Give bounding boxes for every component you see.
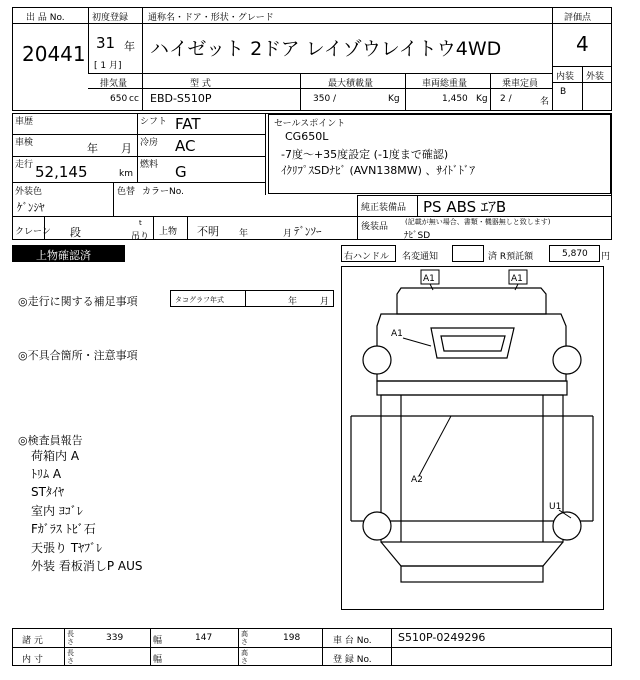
capacity-label: 乗車定員 (502, 79, 539, 89)
tacho-label: タコグラフ年式 (175, 296, 224, 304)
inspector-line: STﾀｲﾔ (31, 485, 64, 499)
sales-point-title: セールスポイント (274, 119, 346, 129)
crane-label: クレーン (15, 227, 51, 237)
color-code-label: 色替 (117, 187, 136, 197)
standard-equip: PS ABS ｴｱB (423, 198, 507, 216)
gross-weight-unit: Kg (476, 94, 488, 104)
max-load-unit: Kg (388, 94, 400, 104)
lot-label: 出 品 No. (26, 13, 65, 23)
gross-weight: 1,450 (442, 94, 468, 104)
model-code: EBD-S510P (150, 92, 212, 105)
shaken-month-unit: 月 (121, 142, 132, 155)
score-label: 評価点 (564, 13, 592, 23)
top-year-unit: 年 (239, 229, 249, 239)
ext-color-label: 外装色 (15, 187, 43, 197)
aftermarket-note: (記載が無い場合、書類・機器無しと致します) (405, 218, 551, 226)
model-name: ハイゼット 2ドア レイゾウレイトウ4WD (150, 38, 502, 60)
ac-label: 冷房 (140, 138, 159, 148)
dims-label: 諸 元 (22, 636, 43, 646)
width-label: 幅 (153, 636, 163, 646)
length: 339 (106, 633, 124, 643)
height: 198 (283, 633, 301, 643)
width-label: 幅 (153, 655, 163, 665)
chassis-number: S510P-0249296 (398, 631, 486, 644)
defect-label: ◎不具合箇所・注意事項 (18, 349, 138, 362)
truck-diagram (341, 266, 604, 610)
score: 4 (576, 32, 589, 56)
width: 147 (195, 633, 213, 643)
aftermarket-label: 後装品 (361, 222, 389, 232)
interior-label: 内装 (556, 72, 575, 82)
confirmed-banner-text: 上物確認済 (36, 249, 91, 262)
gross-weight-label: 車両総重量 (422, 79, 468, 89)
cc-unit: cc (129, 94, 139, 104)
ext-color: ｹﾞﾝｼﾔ (17, 201, 45, 214)
diagram-mark: A1 (511, 274, 523, 284)
crane-dan: 段 (70, 226, 81, 239)
rhd: 右ハンドル (344, 252, 390, 262)
recycle-label: 済 R預託額 (488, 252, 534, 262)
max-load-label: 最大積載量 (328, 79, 374, 89)
exterior-label: 外装 (586, 72, 605, 82)
tacho-year: 年 (288, 297, 298, 307)
inspector-line: 天張り Tﾔﾌﾞﾚ (31, 541, 103, 555)
color-no-label: カラーNo. (142, 187, 184, 197)
sales-line-3: ｲｸﾘﾌﾟｽSDﾅﾋﾞ (AVN138MW) 、ｻｲﾄﾞﾄﾞｱ (281, 164, 475, 177)
yen-unit: 円 (601, 252, 611, 262)
first-reg-label: 初度登録 (92, 13, 129, 23)
fuel: G (175, 163, 187, 181)
displacement-label: 排気量 (100, 79, 128, 89)
model-label: 通称名・ドア・形状・グレード (148, 13, 274, 23)
top-label: 上物 (159, 227, 178, 237)
tacho-month: 月 (320, 297, 330, 307)
height-label: 高さ (241, 649, 248, 665)
inspector-label: ◎検査員報告 (18, 434, 83, 447)
diagram-mark: A1 (391, 329, 403, 339)
name-change-box (452, 245, 484, 262)
first-reg-month: [ 1 月] (94, 61, 122, 71)
diagram-mark: A1 (423, 274, 435, 284)
first-reg-year-unit: 年 (124, 40, 135, 53)
shift-label: シフト (140, 117, 168, 127)
inspector-line: 室内 ﾖｺﾞﾚ (31, 504, 83, 518)
height-label: 高さ (241, 630, 248, 646)
fuel-label: 燃料 (140, 160, 159, 170)
top-maker: ﾃﾞﾝｿｰ (294, 225, 322, 238)
inspector-line: ﾄﾘﾑ A (31, 467, 62, 481)
first-reg-year: 31 (96, 34, 116, 52)
crane-turi: 吊り (131, 232, 150, 242)
top-month-unit: 月 (283, 229, 293, 239)
ac: AC (175, 137, 196, 155)
capacity: 2 / (500, 94, 512, 104)
shaken-year-unit: 年 (87, 142, 98, 155)
inspector-line: 外装 看板消しP AUS (31, 559, 143, 573)
mileage: 52,145 (35, 163, 88, 181)
running-notes-label: ◎走行に関する補足事項 (18, 295, 138, 308)
history-label: 車歴 (15, 117, 34, 127)
sales-line-2: -7度～+35度設定 (-1度まで確認) (281, 148, 449, 161)
lot-number: 20441 (22, 42, 86, 66)
aftermarket: ﾅﾋﾞSD (404, 231, 431, 241)
top-value: 不明 (197, 225, 219, 238)
diagram-mark: A2 (411, 475, 423, 485)
mileage-label: 走行 (15, 160, 34, 170)
shift: FAT (175, 115, 201, 133)
capacity-unit: 名 (540, 97, 550, 107)
reg-label: 登 録 No. (333, 655, 372, 665)
interior-dims-label: 内 寸 (22, 655, 43, 665)
name-change-label: 名変通知 (402, 252, 439, 262)
crane-t: t (139, 219, 142, 227)
displacement: 650 (110, 94, 128, 104)
inspector-line: Fｶﾞﾗｽ ﾄﾋﾞ石 (31, 522, 96, 536)
length-label: 長さ (67, 649, 74, 665)
standard-equip-label: 純正装備品 (361, 203, 407, 213)
diagram-mark: U1 (549, 502, 562, 512)
sales-line-1: CG650L (285, 130, 329, 143)
shaken-label: 車検 (15, 138, 34, 148)
length-label: 長さ (67, 630, 74, 646)
km-unit: km (119, 169, 133, 179)
max-load: 350 / (313, 94, 337, 104)
interior-grade: B (560, 87, 567, 97)
chassis-label: 車 台 No. (333, 636, 372, 646)
recycle-amount: 5,870 (562, 249, 588, 259)
model-code-label: 型 式 (190, 79, 211, 89)
inspector-line: 荷箱内 A (31, 449, 80, 463)
